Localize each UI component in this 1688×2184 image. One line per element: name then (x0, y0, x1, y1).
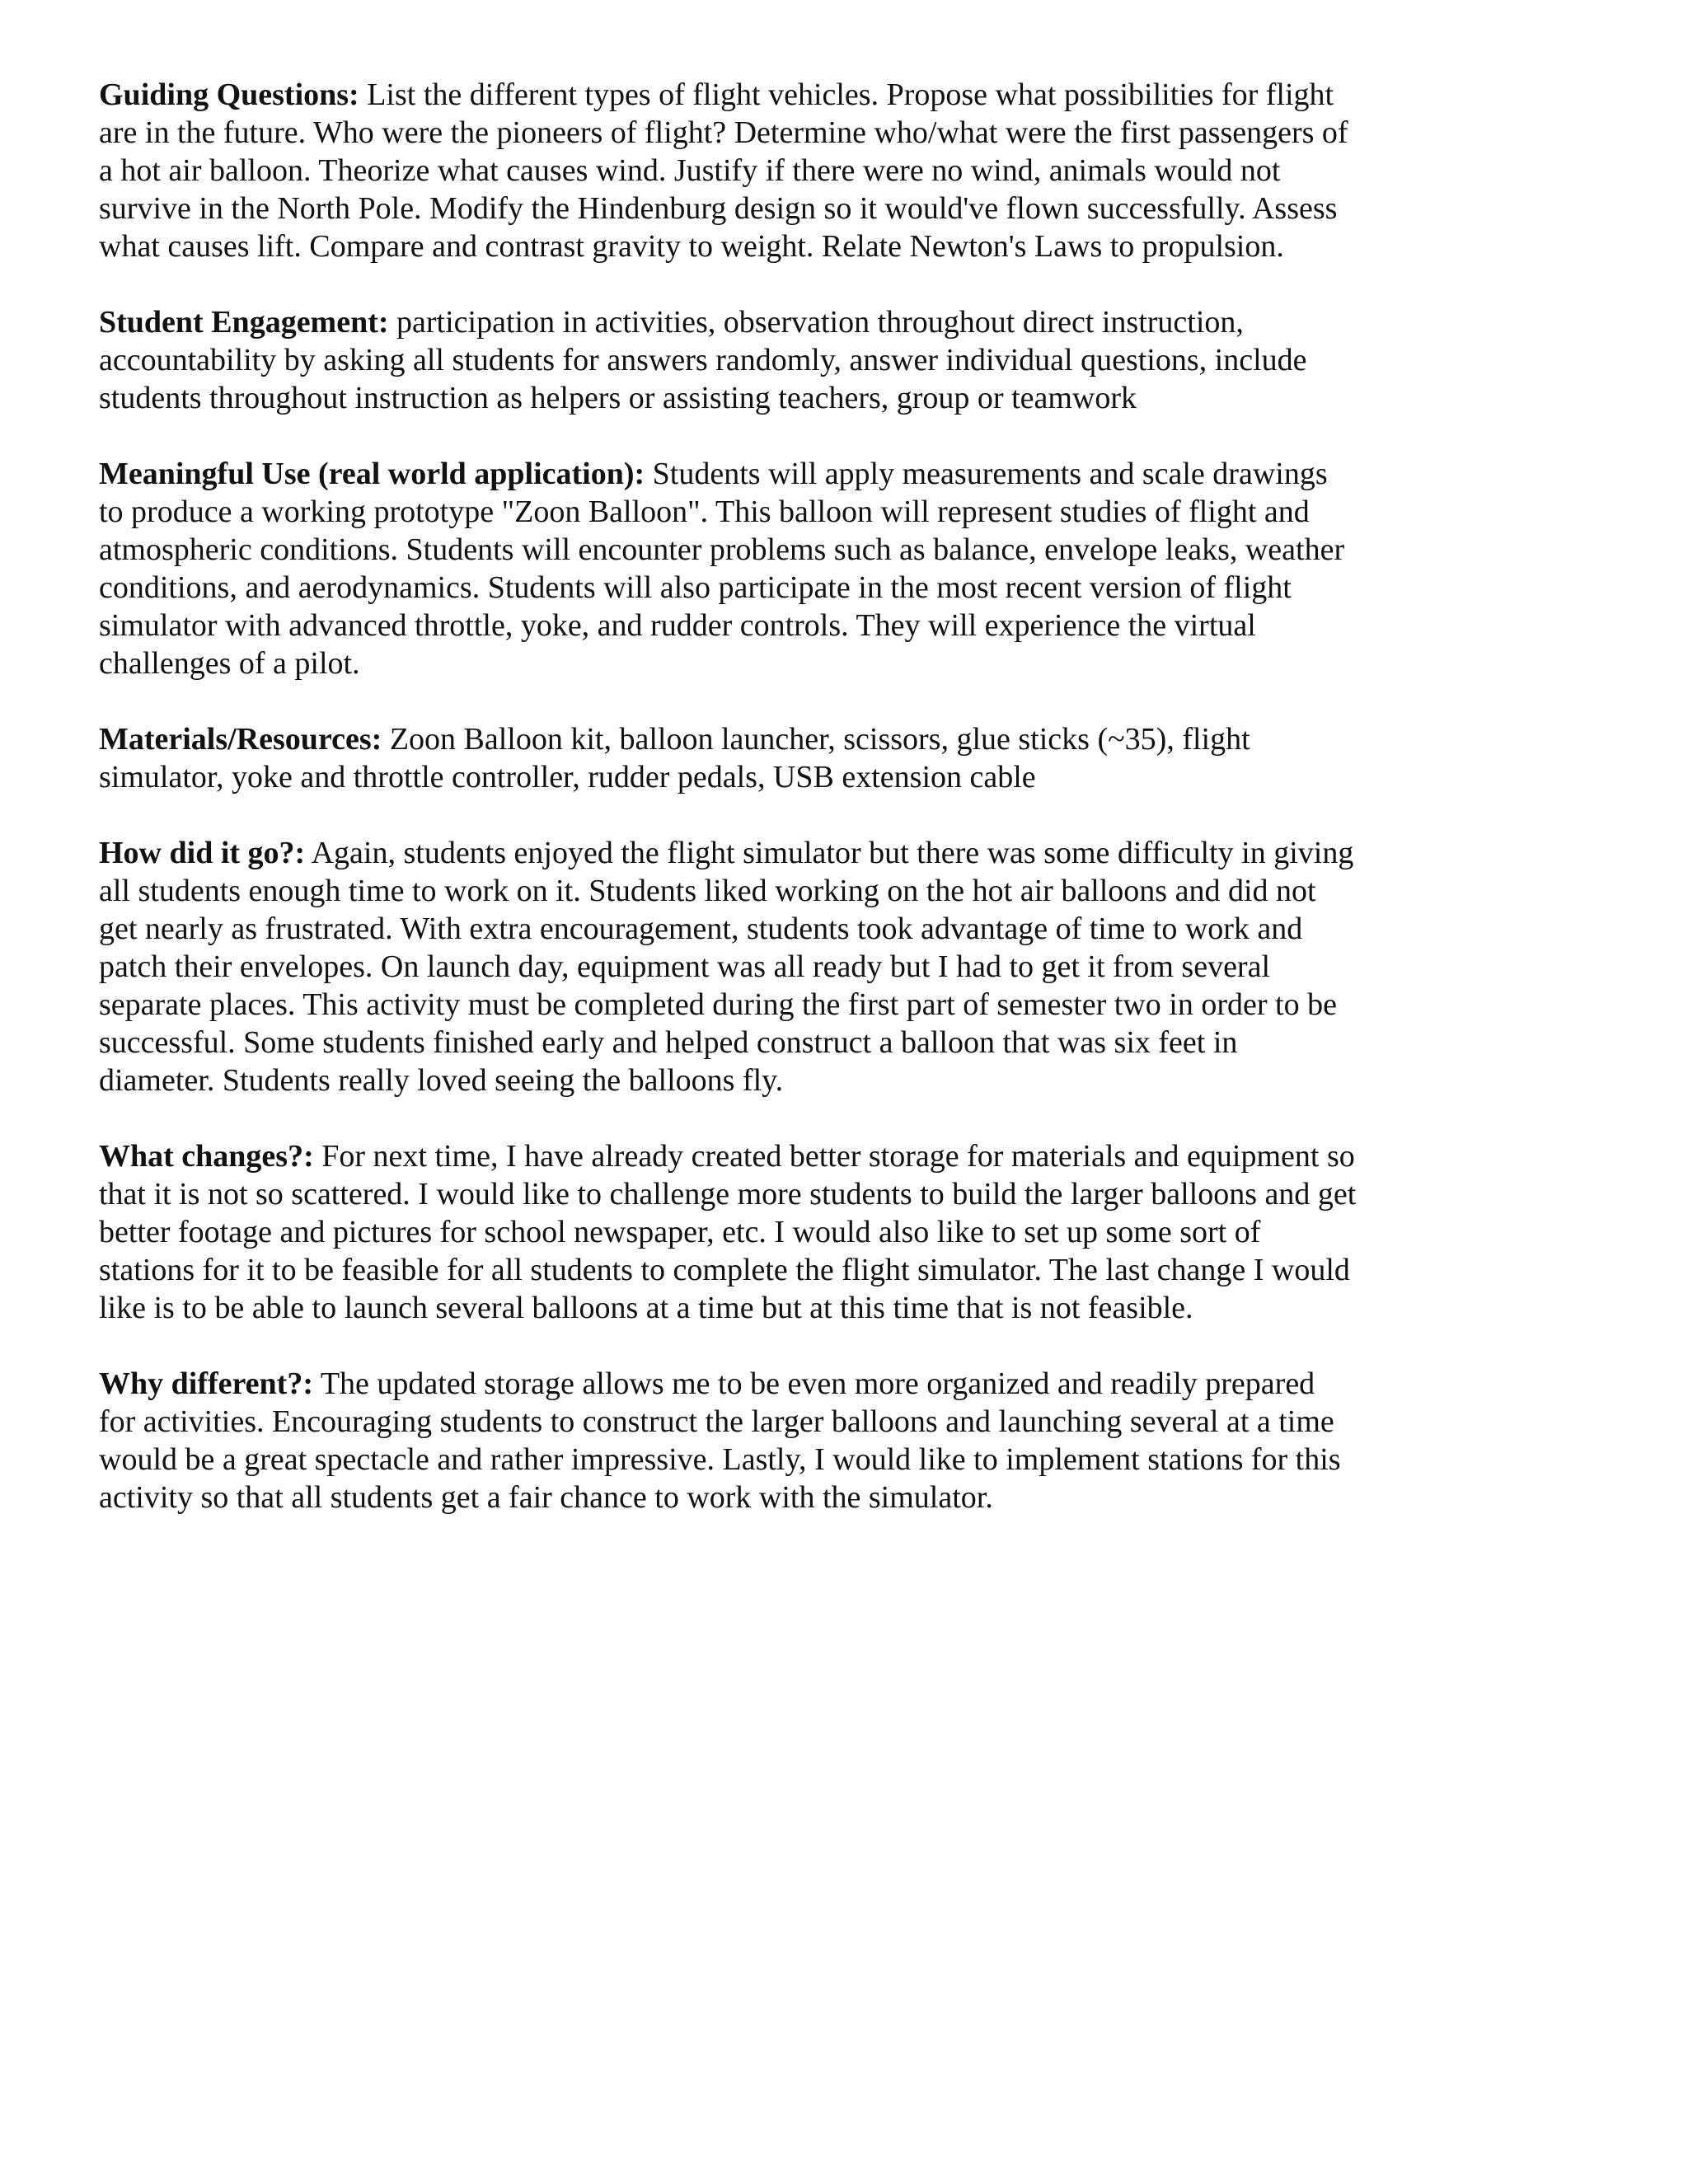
section-guiding-questions (99, 76, 1451, 265)
section-heading: Why different?: (99, 1366, 313, 1401)
section-body: For next time, I have already created better storage for materials and equipment so that it is not so scattered. I would like to challenge more students to build the larger balloons and get better footage and pictures for school newspaper, etc. I would also like to set up some sort of stations for it to be feasible for all students to complete the flight simulator. The last change I would like is to be able to launch several balloons at a time but at this time that is not feasible. (99, 1139, 1357, 1325)
section-body: Students will apply measurements and scale drawings to produce a working prototype "Zoon Balloon". This balloon will represent studies of flight and atmospheric conditions. Students will encounter problems such as balance, envelope leaks, weather conditions, and aerodynamics. Students will also participate in the most recent version of flight simulator with advanced throttle, yoke, and rudder controls. They will experience the virtual challenges of a pilot. (99, 457, 1345, 681)
section-heading: Student Engagement: (99, 305, 389, 340)
section-body: Again, students enjoyed the flight simulator but there was some difficulty in giving all students enough time to work on it. Students liked working on the hot air balloons and did not get nearly as frustrated. With extra encouragement, students took advantage of time to work and patch their envelopes. On launch day, equipment was all ready but I had to get it from several separate places. This activity must be completed during the first part of semester two in order to be successful. Some students finished early and helped construct a balloon that was six feet in diameter. Students really loved seeing the balloons fly. (99, 836, 1354, 1098)
section-body: List the different types of flight vehicles. Propose what possibilities for flight are in the future. Who were the pioneers of flight? Determine who/what were the first passengers of a hot air balloon. Theorize what causes wind. Justify if there were no wind, animals would not survive in the North Pole. Modify the Hindenburg design so it would've flown successfully. Assess what causes lift. Compare and contrast gravity to weight. Relate Newton's Laws to propulsion. (99, 77, 1348, 264)
section-what-changes (99, 1137, 1451, 1327)
section-heading: How did it go?: (99, 836, 306, 870)
document-page (99, 76, 1451, 1554)
section-heading: Meaningful Use (real world application): (99, 457, 645, 491)
section-heading: What changes?: (99, 1139, 314, 1174)
section-meaningful-use (99, 455, 1451, 682)
section-body: The updated storage allows me to be even more organized and readily prepared for activities. Encouraging students to construct the larger balloons and launching several at a time would be a great spectacle and rather impressive. Lastly, I would like to implement stations for this activity so that all students get a fair chance to work with the simulator. (99, 1366, 1341, 1515)
section-body: Zoon Balloon kit, balloon launcher, scissors, glue sticks (~35), flight simulator, yoke and throttle controller, rudder pedals, USB extension cable (99, 722, 1250, 794)
section-heading: Guiding Questions: (99, 77, 359, 112)
section-student-engagement (99, 303, 1451, 417)
section-materials-resources (99, 720, 1451, 796)
section-body: participation in activities, observation throughout direct instruction, accountability by asking all students for answers randomly, answer individual questions, include students throughout instruction as helpers or assisting teachers, group or teamwork (99, 305, 1307, 415)
section-why-different (99, 1365, 1451, 1516)
section-heading: Materials/Resources: (99, 722, 382, 757)
section-how-did-it-go (99, 834, 1451, 1099)
